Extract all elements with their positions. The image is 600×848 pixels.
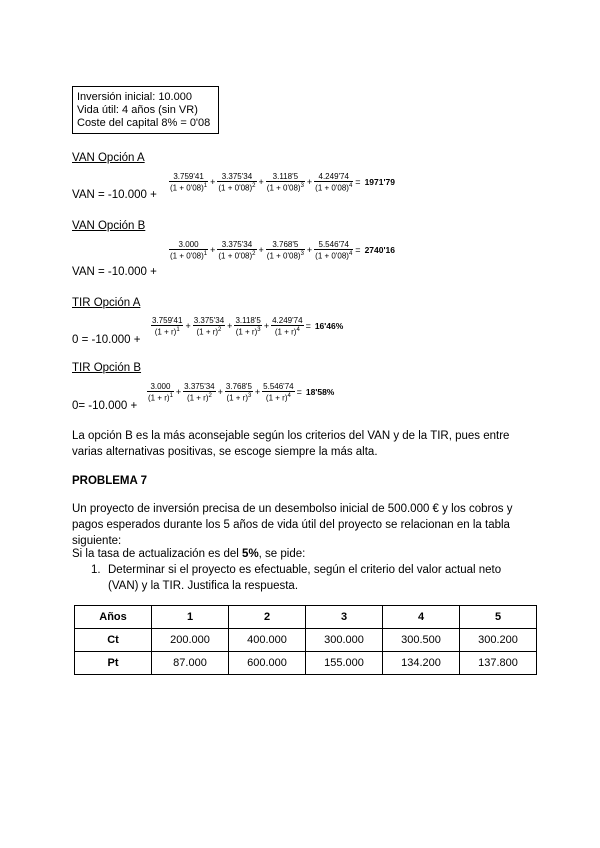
tasa-line [72, 546, 532, 562]
fraction-numerator: 4.249'74 [314, 172, 353, 182]
formula-result: 1971'79 [364, 177, 395, 188]
table-cell: 134.200 [383, 652, 460, 675]
van-a-formula [168, 172, 395, 193]
table-cell: 155.000 [306, 652, 383, 675]
cobros-pagos-table [74, 605, 537, 675]
inversion-inicial: Inversión inicial: 10.000 [77, 91, 192, 103]
plus-sign: + [210, 177, 216, 188]
tir-b-formula [146, 382, 334, 403]
table-row-label: Ct [75, 629, 152, 652]
fraction-numerator: 3.118'5 [266, 172, 305, 182]
fraction-denominator: $(1 + r)^4$ [274, 327, 300, 337]
table-header-cell: 1 [152, 606, 229, 629]
table-cell: 300.500 [383, 629, 460, 652]
problema-paragraph: Un proyecto de inversión precisa de un desembolso inicial de 500.000 € y los cobros y pagos esperados durante los 5 años de vida útil del proyecto se relacionan en la tabla siguiente: [72, 503, 513, 547]
plus-sign: + [306, 245, 313, 256]
table-header-cell: 2 [229, 606, 306, 629]
table-header-cell: 5 [460, 606, 537, 629]
coste-capital: Coste del capital 8% = 0'08 [77, 117, 211, 129]
fraction-denominator: $(1 + r)^2$ [186, 393, 212, 403]
table-cell: 400.000 [229, 629, 306, 652]
fraction-term [314, 240, 353, 261]
fraction-term [234, 316, 261, 337]
van-b-heading: VAN Opción B [72, 220, 146, 232]
fraction-numerator: 3.000 [147, 382, 174, 392]
exponent: 1 [203, 251, 208, 257]
tir-b-lhs: 0= -10.000 + [72, 400, 138, 412]
tir-a-heading: TIR Opción A [72, 297, 141, 309]
fraction-term [225, 382, 253, 403]
table-header-cell: 3 [306, 606, 383, 629]
fraction-term [266, 240, 305, 261]
plus-sign: + [263, 321, 270, 332]
fraction-term [169, 240, 208, 261]
exponent: 2 [208, 393, 212, 399]
table-cell: 300.200 [460, 629, 537, 652]
table-cell: 87.000 [152, 652, 229, 675]
fraction-denominator: $(1 + r)^3$ [226, 393, 252, 403]
table-cell: 137.800 [460, 652, 537, 675]
fraction-term [217, 240, 256, 261]
fraction-numerator: 5.546'74 [263, 382, 294, 391]
conclusion-paragraph: La opción B es la más aconsejable según los criterios del VAN y de la TIR, pues entre varias alternativas positivas, se escoge siempre la más alta. [72, 430, 510, 458]
formula-result: 18'58% [305, 387, 335, 398]
fraction-numerator: 3.375'34 [217, 172, 256, 182]
fraction-denominator: $(1 + 0'08)^4$ [315, 183, 353, 193]
formula-result: 16'46% [314, 321, 344, 332]
datos-box [72, 86, 219, 134]
exponent: 2 [252, 183, 256, 189]
van-b-lhs: VAN = -10.000 + [72, 266, 157, 278]
fraction-term [271, 316, 303, 337]
pregunta-number: 1. [91, 564, 101, 576]
tasa-bold: 5% [242, 548, 259, 560]
fraction-term [151, 316, 183, 337]
exponent: 3 [257, 327, 261, 333]
van-a-heading: VAN Opción A [72, 152, 145, 164]
fraction-denominator: $(1 + r)^3$ [235, 327, 261, 337]
equals-sign: = [355, 245, 361, 256]
fraction-denominator: $(1 + r)^1$ [148, 393, 173, 403]
plus-sign: + [185, 321, 191, 332]
fraction-numerator: 3.375'34 [217, 240, 256, 250]
exponent: 1 [169, 393, 173, 399]
tir-a-lhs: 0 = -10.000 + [72, 334, 141, 346]
van-b-formula [168, 240, 395, 261]
fraction-term [147, 382, 174, 403]
plus-sign: + [210, 245, 216, 256]
fraction-term [314, 172, 353, 193]
exponent: 1 [176, 327, 180, 333]
fraction-denominator: $(1 + 0'08)^2$ [218, 183, 256, 193]
exponent: 4 [287, 393, 291, 399]
tasa-pre: Si la tasa de actualización es del [72, 548, 243, 560]
fraction-numerator: 3.000 [169, 240, 208, 250]
exponent: 2 [252, 251, 256, 257]
table-cell: 200.000 [152, 629, 229, 652]
fraction-denominator: $(1 + r)^4$ [265, 393, 291, 403]
fraction-numerator: 3.375'34 [184, 382, 215, 391]
formula-result: 2740'16 [364, 245, 395, 256]
table-row [75, 629, 537, 652]
plus-sign: + [217, 387, 223, 398]
plus-sign: + [227, 321, 233, 332]
tasa-post: , se pide: [258, 548, 306, 560]
table-header-cell: Años [75, 606, 152, 629]
fraction-term [262, 382, 294, 403]
fraction-denominator: $(1 + r)^2$ [196, 327, 222, 337]
exponent: 1 [203, 183, 208, 189]
tir-a-formula [150, 316, 343, 337]
fraction-denominator: $(1 + 0'08)^4$ [315, 251, 353, 261]
exponent: 3 [300, 183, 304, 189]
fraction-term [169, 172, 208, 193]
plus-sign: + [175, 387, 182, 398]
fraction-denominator: $(1 + 0'08)^3$ [266, 251, 304, 261]
plus-sign: + [258, 245, 264, 256]
tir-b-heading: TIR Opción B [72, 362, 142, 374]
fraction-numerator: 3.759'41 [152, 316, 183, 325]
fraction-term [266, 172, 305, 193]
exponent: 4 [348, 183, 353, 189]
fraction-numerator: 3.375'34 [193, 316, 225, 325]
exponent: 4 [296, 327, 300, 333]
table-row-label: Pt [75, 652, 152, 675]
table-row [75, 652, 537, 675]
equals-sign: = [305, 321, 311, 332]
plus-sign: + [258, 177, 264, 188]
vida-util: Vida útil: 4 años (sin VR) [77, 104, 198, 116]
fraction-denominator: $(1 + 0'08)^3$ [266, 183, 304, 193]
exponent: 3 [248, 393, 252, 399]
equals-sign: = [355, 177, 361, 188]
fraction-numerator: 4.249'74 [272, 316, 303, 325]
fraction-numerator: 5.546'74 [314, 240, 353, 250]
fraction-numerator: 3.759'41 [169, 172, 208, 182]
table-header-cell: 4 [383, 606, 460, 629]
van-a-lhs: VAN = -10.000 + [72, 189, 157, 201]
fraction-term [217, 172, 256, 193]
fraction-denominator: $(1 + 0'08)^2$ [218, 251, 256, 261]
fraction-numerator: 3.768'5 [266, 240, 305, 250]
fraction-numerator: 3.768'5 [225, 382, 252, 391]
fraction-term [183, 382, 215, 403]
fraction-numerator: 3.118'5 [235, 316, 261, 325]
fraction-denominator: $(1 + 0'08)^1$ [170, 251, 208, 261]
table-cell: 300.000 [306, 629, 383, 652]
table-cell: 600.000 [229, 652, 306, 675]
exponent: 4 [348, 251, 353, 257]
fraction-denominator: $(1 + 0'08)^1$ [170, 183, 208, 193]
plus-sign: + [306, 177, 313, 188]
exponent: 2 [218, 327, 222, 333]
problema-title: PROBLEMA 7 [72, 475, 147, 487]
pregunta-text: Determinar si el proyecto es efectuable, según el criterio del valor actual neto (VAN) y la TIR. Justifica la respuesta. [108, 564, 502, 592]
fraction-term [193, 316, 225, 337]
table-header-row [75, 606, 537, 629]
equals-sign: = [296, 387, 302, 398]
exponent: 3 [300, 251, 304, 257]
fraction-denominator: $(1 + r)^1$ [154, 327, 180, 337]
plus-sign: + [254, 387, 261, 398]
